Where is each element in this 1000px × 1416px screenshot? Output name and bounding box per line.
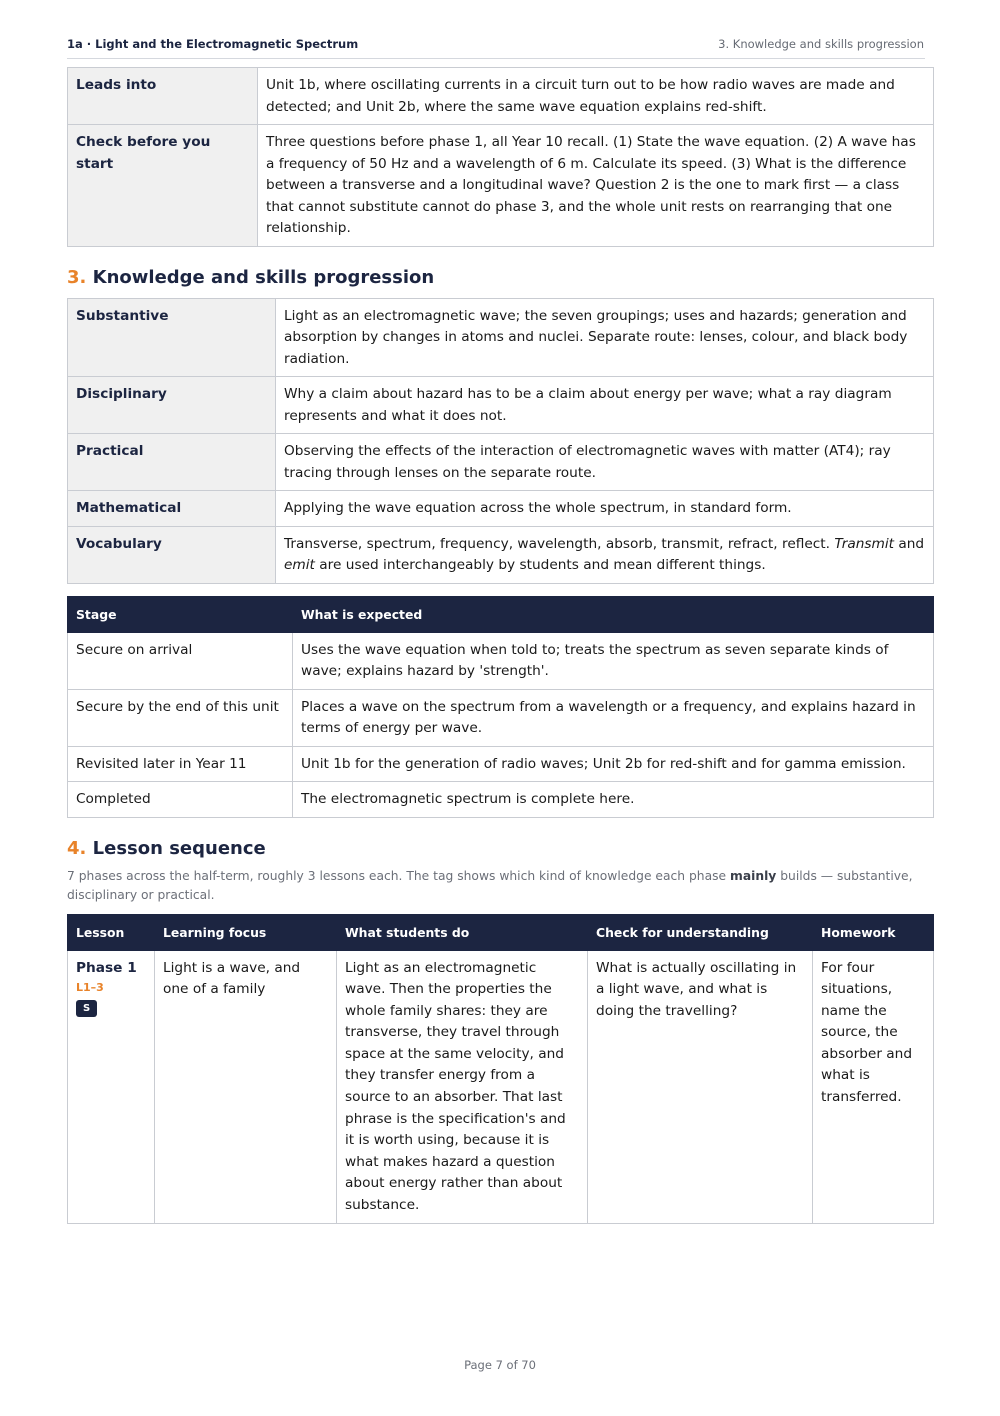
column-header: What is expected <box>293 596 934 632</box>
expected-cell: Unit 1b for the generation of radio waves; Unit 2b for red-shift and for gamma emission. <box>293 746 934 782</box>
section-title: Knowledge and skills progression <box>92 266 435 288</box>
lesson-table <box>67 914 934 1224</box>
row-value <box>276 526 934 583</box>
table-row <box>68 746 934 782</box>
text-run: are used interchangeably by students and mean different things. <box>314 557 766 573</box>
section-number: 4. <box>67 837 87 859</box>
homework-cell: For four situations, name the source, the absorber and what is transferred. <box>813 950 934 1223</box>
students-do-cell: Light as an electromagnetic wave. Then the properties the whole family shares: they are transverse, they travel through space at the same velocity, and they transfer energy from a source to an absorber. That last phrase is the specification's and it is worth using, because it is what makes hazard a question about energy rather than about substance. <box>337 950 588 1223</box>
row-value: Applying the wave equation across the whole spectrum, in standard form. <box>276 491 934 527</box>
lesson-range: L1–3 <box>76 981 104 995</box>
table-row <box>68 377 934 434</box>
check-cell: What is actually oscillating in a light wave, and what is doing the travelling? <box>588 950 813 1223</box>
expected-cell: Places a wave on the spectrum from a wavelength or a frequency, and explains hazard in terms of energy per wave. <box>293 689 934 746</box>
table-row <box>68 782 934 818</box>
column-header: Check for understanding <box>588 914 813 950</box>
row-key: Check before you start <box>68 125 258 247</box>
table-row <box>68 125 934 247</box>
row-value: Unit 1b, where oscillating currents in a circuit turn out to be how radio waves are made and detected; and Unit 2b, where the same wave equation explains red-shift. <box>258 68 934 125</box>
column-header: Stage <box>68 596 293 632</box>
table-header-row <box>68 914 934 950</box>
focus-cell: Light is a wave, and one of a family <box>155 950 337 1223</box>
stage-cell: Completed <box>68 782 293 818</box>
table-row <box>68 491 934 527</box>
lesson-cell <box>68 950 155 1223</box>
text-run: 7 phases across the half-term, roughly 3 lessons each. The tag shows which kind of knowledge each phase <box>67 868 730 883</box>
table-row <box>68 632 934 689</box>
table-row <box>68 298 934 377</box>
column-header: What students do <box>337 914 588 950</box>
text-run: Transverse, spectrum, frequency, wavelength, absorb, transmit, refract, reflect. <box>284 535 835 552</box>
stage-table <box>67 596 934 818</box>
header-unit-title: 1a · Light and the Electromagnetic Spectrum <box>67 37 359 51</box>
page-content <box>67 67 934 1224</box>
section-title: Lesson sequence <box>92 837 266 859</box>
stage-cell: Revisited later in Year 11 <box>68 746 293 782</box>
column-header: Homework <box>813 914 934 950</box>
row-key: Disciplinary <box>68 377 276 434</box>
knowledge-tag: S <box>76 1000 97 1017</box>
row-value: Observing the effects of the interaction of electromagnetic waves with matter (AT4); ray tracing through lenses on the separate route. <box>276 434 934 491</box>
table-row <box>68 68 934 125</box>
row-key: Practical <box>68 434 276 491</box>
emphasis-term: Transmit <box>834 535 895 552</box>
section-number: 3. <box>67 266 87 288</box>
expected-cell: Uses the wave equation when told to; treats the spectrum as seven separate kinds of wave; explains hazard by 'strength'. <box>293 632 934 689</box>
column-header: Lesson <box>68 914 155 950</box>
emphasis-term: mainly <box>730 868 777 883</box>
row-value: Light as an electromagnetic wave; the seven groupings; uses and hazards; generation and absorption by changes in atoms and nuclei. Separate route: lenses, colour, and black body radiation. <box>276 298 934 377</box>
row-key: Vocabulary <box>68 526 276 583</box>
knowledge-table <box>67 298 934 584</box>
expected-cell: The electromagnetic spectrum is complete here. <box>293 782 934 818</box>
section-heading-knowledge <box>67 267 934 289</box>
header-section-title: 3. Knowledge and skills progression <box>718 37 924 51</box>
text-run: builds — substantive, disciplinary or practical. <box>67 868 913 902</box>
row-key: Leads into <box>68 68 258 125</box>
row-value: Three questions before phase 1, all Year 10 recall. (1) State the wave equation. (2) A wave has a frequency of 50 Hz and a wavelength of 6 m. Calculate its speed. (3) What is the difference between a transverse and a longitudinal wave? Question 2 is the one to mark first — a class that cannot substitute cannot do phase 3, and the whole unit rests on rearranging that one relationship. <box>258 125 934 247</box>
table-row <box>68 526 934 583</box>
page-header <box>67 37 925 59</box>
emphasis-term: emit <box>284 557 315 573</box>
stage-cell: Secure on arrival <box>68 632 293 689</box>
row-key: Mathematical <box>68 491 276 527</box>
table-row <box>68 689 934 746</box>
row-key: Substantive <box>68 298 276 377</box>
table-row <box>68 950 934 1223</box>
text-run: and <box>894 535 925 552</box>
row-value: Why a claim about hazard has to be a claim about energy per wave; what a ray diagram represents and what it does not. <box>276 377 934 434</box>
page-number: Page 7 of 70 <box>464 1358 536 1372</box>
section-heading-lessons <box>67 838 934 860</box>
table-row <box>68 434 934 491</box>
section-intro <box>67 867 934 905</box>
unit-overview-table <box>67 67 934 247</box>
table-header-row <box>68 596 934 632</box>
phase-name: Phase 1 <box>76 959 137 976</box>
stage-cell: Secure by the end of this unit <box>68 689 293 746</box>
column-header: Learning focus <box>155 914 337 950</box>
